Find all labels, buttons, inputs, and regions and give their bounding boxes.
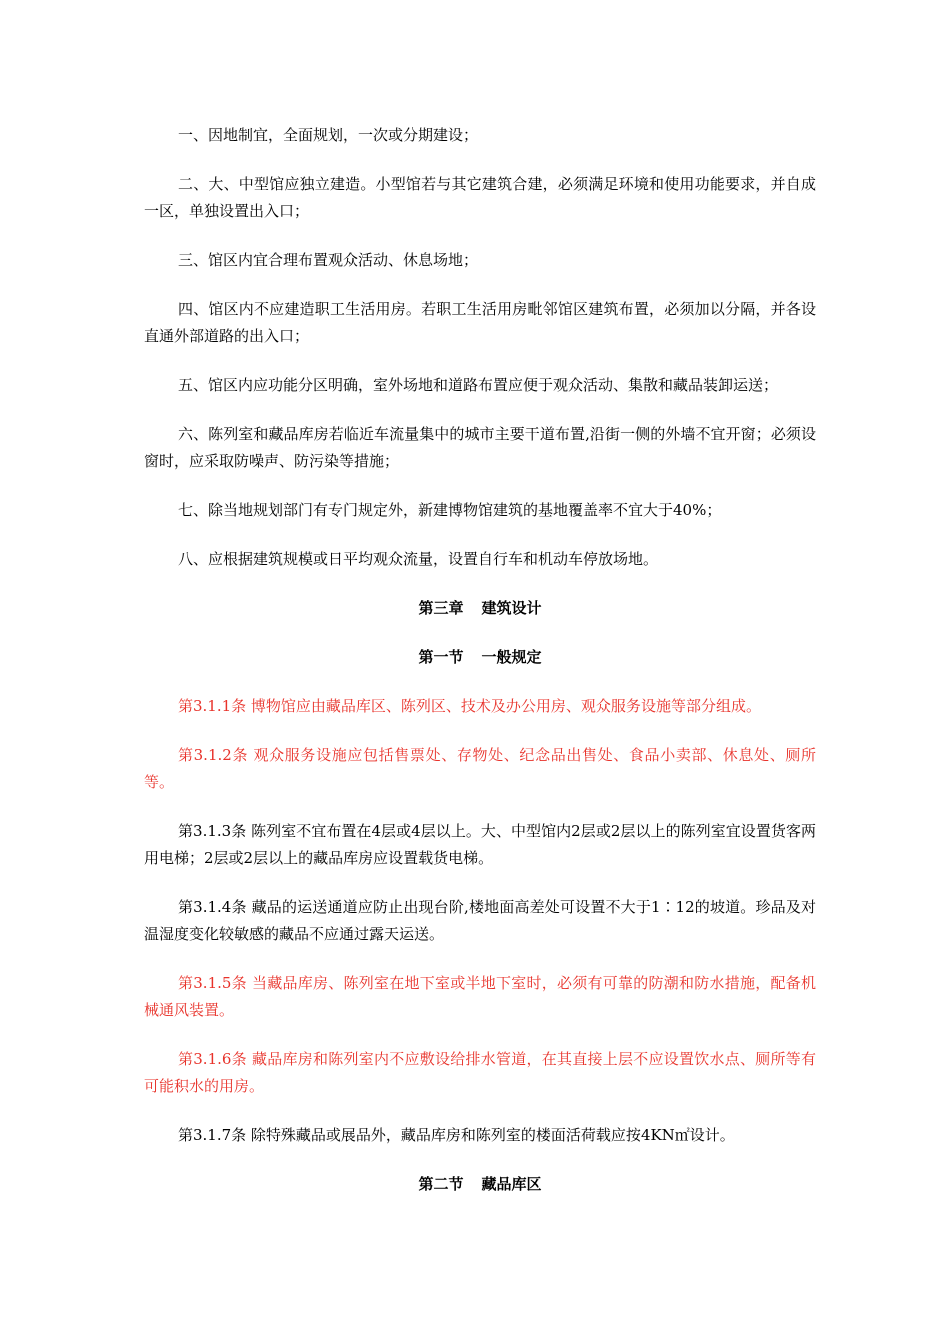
paragraph-item-3: 三、馆区内宜合理布置观众活动、休息场地； xyxy=(178,251,479,269)
chapter-number: 第三章 xyxy=(418,599,464,617)
article-3-1-4: 第3.1.4条 藏品的运送通道应防止出现台阶,楼地面高差处可设置不大于1∶12的坡道。珍品及对温湿度变化较敏感的藏品不应通过露天运送。 xyxy=(144,898,816,943)
section-number: 第一节 xyxy=(418,648,464,666)
section-heading-2 xyxy=(144,1171,816,1198)
article-3-1-7: 第3.1.7条 除特殊藏品或展品外，藏品库房和陈列室的楼面活荷载应按4KN㎡设计。 xyxy=(178,1126,735,1144)
article-3-1-2: 第3.1.2条 观众服务设施应包括售票处、存物处、纪念品出售处、食品小卖部、休息处、厕所等。 xyxy=(144,746,816,791)
paragraph-item-6: 六、陈列室和藏品库房若临近车流量集中的城市主要干道布置,沿街一侧的外墙不宜开窗；必须设窗时，应采取防噪声、防污染等措施； xyxy=(144,425,816,470)
paragraph-item-2: 二、大、中型馆应独立建造。小型馆若与其它建筑合建，必须满足环境和使用功能要求，并自成一区，单独设置出入口； xyxy=(144,175,816,220)
article-3-1-5: 第3.1.5条 当藏品库房、陈列室在地下室或半地下室时，必须有可靠的防潮和防水措施，配备机械通风装置。 xyxy=(144,974,816,1019)
paragraph-item-1: 一、因地制宜，全面规划，一次或分期建设； xyxy=(178,126,479,144)
section-title: 藏品库区 xyxy=(481,1175,542,1193)
paragraph-item-4: 四、馆区内不应建造职工生活用房。若职工生活用房毗邻馆区建筑布置，必须加以分隔，并各设直通外部道路的出入口； xyxy=(144,300,816,345)
paragraph-item-7: 七、除当地规划部门有专门规定外，新建博物馆建筑的基地覆盖率不宜大于40%； xyxy=(178,501,722,519)
paragraph-item-5: 五、馆区内应功能分区明确，室外场地和道路布置应便于观众活动、集散和藏品装卸运送； xyxy=(178,376,779,394)
article-3-1-6: 第3.1.6条 藏品库房和陈列室内不应敷设给排水管道，在其直接上层不应设置饮水点、厕所等有可能积水的用房。 xyxy=(144,1050,816,1095)
article-3-1-1: 第3.1.1条 博物馆应由藏品库区、陈列区、技术及办公用房、观众服务设施等部分组成。 xyxy=(178,697,761,715)
section-heading-1 xyxy=(144,644,816,671)
chapter-heading xyxy=(144,595,816,622)
document-body xyxy=(144,122,816,1220)
article-3-1-3: 第3.1.3条 陈列室不宜布置在4层或4层以上。大、中型馆内2层或2层以上的陈列室宜设置货客两用电梯；2层或2层以上的藏品库房应设置载货电梯。 xyxy=(144,822,816,867)
chapter-title: 建筑设计 xyxy=(481,599,542,617)
section-number: 第二节 xyxy=(418,1175,464,1193)
section-title: 一般规定 xyxy=(481,648,542,666)
paragraph-item-8: 八、应根据建筑规模或日平均观众流量，设置自行车和机动车停放场地。 xyxy=(178,550,659,568)
